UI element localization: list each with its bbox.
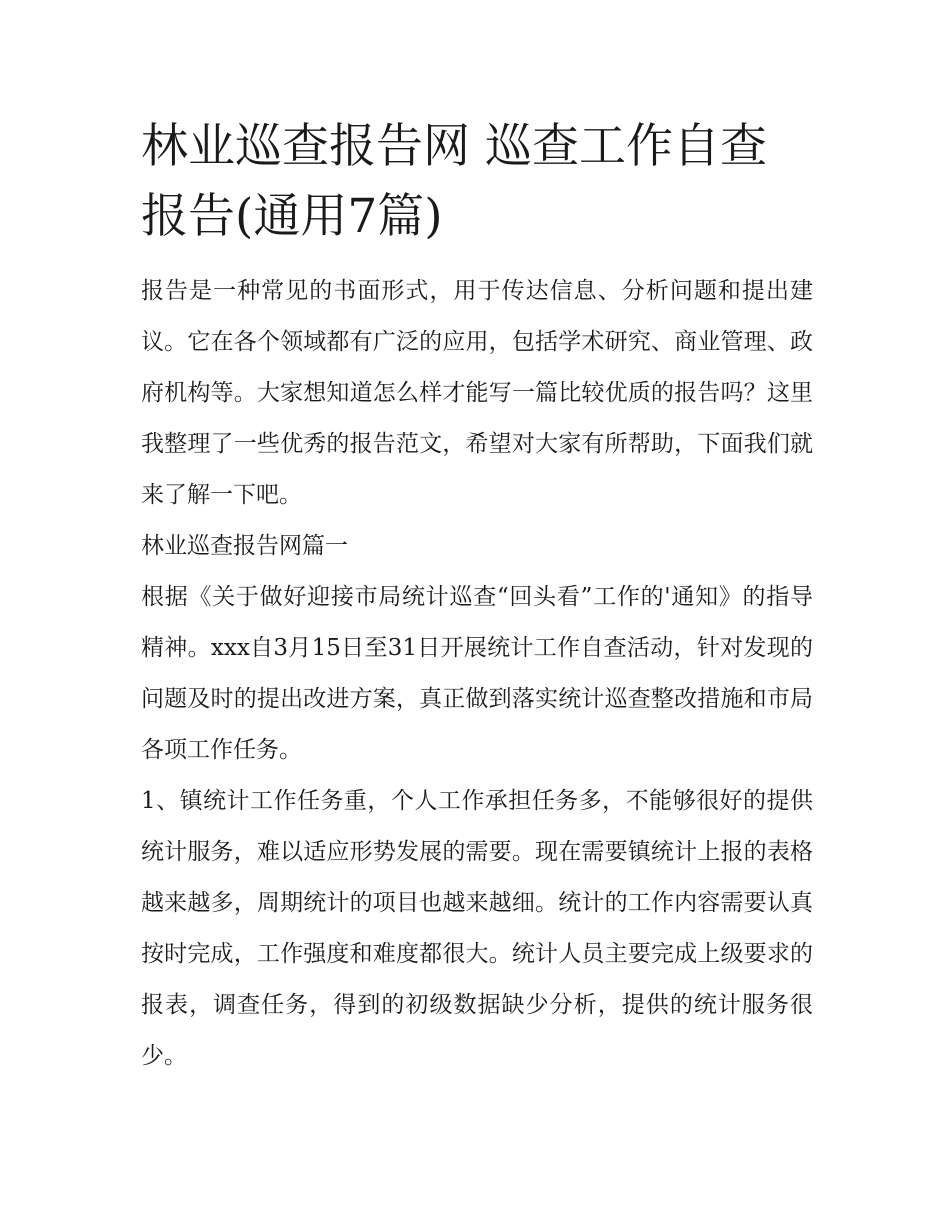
document-title: 林业巡查报告网 巡查工作自查报告(通用7篇): [141, 119, 767, 244]
intro-paragraph: 报告是一种常见的书面形式，用于传达信息、分析问题和提出建议。它在各个领域都有广泛的应用，包括学术研究、商业管理、政府机构等。大家想知道怎么样才能写一篇比较优质的报告吗？这里我整理了一些优秀的报告范文，希望对大家有所帮助，下面我们就来了解一下吧。: [141, 278, 813, 508]
section-heading: 林业巡查报告网篇一: [141, 533, 348, 559]
document-body: [141, 112, 813, 1082]
body-paragraph-1: 根据《关于做好迎接市局统计巡查“回头看”工作的'通知》的指导精神。xxx自3月15日至31日开展统计工作自查活动，针对发现的问题及时的提出改进方案，真正做到落实统计巡查整改措施和市局各项工作任务。: [141, 584, 813, 763]
body-paragraph-2: 1、镇统计工作任务重，个人工作承担任务多，不能够很好的提供统计服务，难以适应形势发展的需要。现在需要镇统计上报的表格越来越多，周期统计的项目也越来越细。统计的工作内容需要认真按时完成，工作强度和难度都很大。统计人员主要完成上级要求的报表，调查任务，得到的初级数据缺少分析，提供的统计服务很少。: [141, 788, 813, 1069]
